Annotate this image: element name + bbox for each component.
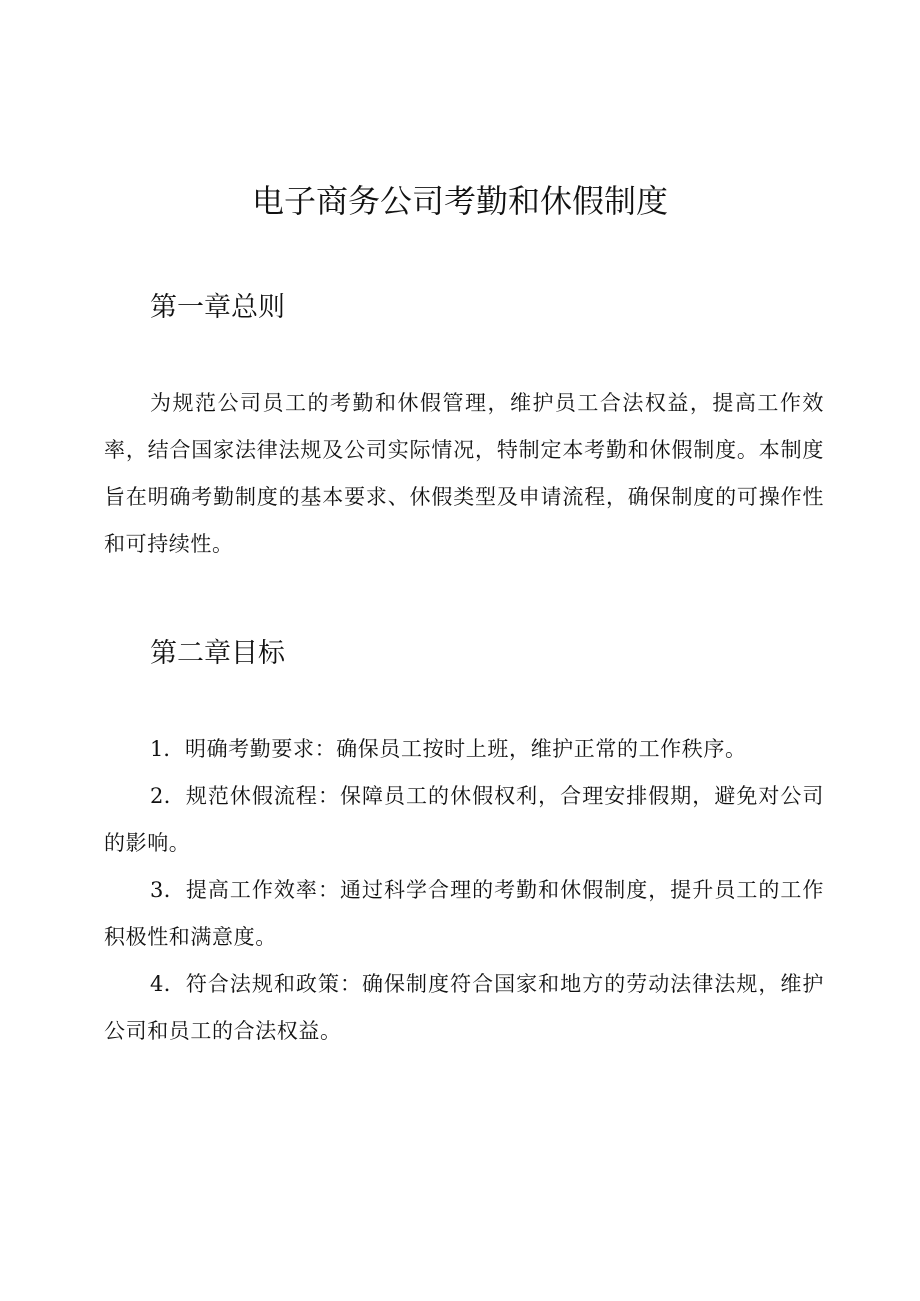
chapter-1-heading: 第一章总则 xyxy=(150,292,285,323)
list-item xyxy=(104,726,824,773)
goal-text: ．符合法规和政策：确保制度符合国家和地方的劳动法律法规，维护公司和员工的合法权益。 xyxy=(104,972,824,1043)
chapter-2-heading: 第二章目标 xyxy=(150,638,285,669)
goal-text: ．规范休假流程：保障员工的休假权利，合理安排假期，避免对公司的影响。 xyxy=(104,784,824,855)
goals-list xyxy=(104,726,824,1055)
list-item xyxy=(104,773,824,867)
goal-number: 4 xyxy=(150,972,164,996)
document-title: 电子商务公司考勤和休假制度 xyxy=(251,182,668,220)
goal-text: ．提高工作效率：通过科学合理的考勤和休假制度，提升员工的工作积极性和满意度。 xyxy=(104,878,824,949)
chapter-1-paragraph: 为规范公司员工的考勤和休假管理，维护员工合法权益，提高工作效率，结合国家法律法规及公司实际情况，特制定本考勤和休假制度。本制度旨在明确考勤制度的基本要求、休假类型及申请流程，确保制度的可操作性和可持续性。 xyxy=(104,391,824,556)
list-item xyxy=(104,961,824,1055)
goal-number: 3 xyxy=(150,878,164,902)
goal-number: 1 xyxy=(150,737,164,761)
list-item xyxy=(104,867,824,961)
goal-text: ．明确考勤要求：确保员工按时上班，维护正常的工作秩序。 xyxy=(163,737,747,761)
goal-number: 2 xyxy=(150,784,164,808)
